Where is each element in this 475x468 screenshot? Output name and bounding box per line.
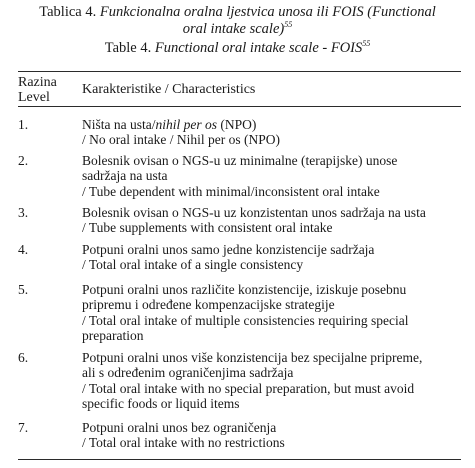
row-text-line (82, 297, 462, 312)
table-top-rule (18, 71, 461, 72)
row-characteristics (82, 117, 462, 148)
caption-ref-hr: 55 (284, 20, 293, 30)
row-text: preparation (82, 328, 144, 344)
row-text-line (82, 396, 462, 411)
row-text-line (82, 381, 462, 396)
row-characteristics (82, 205, 462, 236)
header-level (18, 75, 57, 105)
row-text-line (82, 313, 462, 328)
caption-title-en: Functional oral intake scale - FOIS (154, 40, 363, 56)
table-bottom-rule (18, 459, 461, 460)
row-text: ali s određenim ograničenjima sadržaja (82, 365, 294, 381)
row-characteristics (82, 420, 462, 451)
row-text-line (82, 220, 462, 235)
row-text-line (82, 132, 462, 147)
row-text: / Tube supplements with consistent oral intake (82, 220, 333, 236)
row-text-line (82, 365, 462, 380)
row-level: 1. (18, 117, 29, 132)
row-text: / Total oral intake of multiple consistencies requiring special (82, 312, 409, 328)
caption-prefix-en: Table 4. (104, 40, 155, 56)
row-text-line (82, 420, 462, 435)
row-text: / Total oral intake of a single consistency (82, 257, 304, 273)
table-header-rule (18, 106, 461, 107)
row-text: sadržaja na usta (82, 168, 168, 184)
row-text: Bolesnik ovisan o NGS-u uz konzistentan unos sadržaja na usta (82, 205, 426, 220)
row-text-line (82, 328, 462, 343)
row-level: 4. (18, 242, 29, 257)
row-level: 5. (18, 282, 29, 297)
header-characteristics: Karakteristike / Characteristics (82, 82, 256, 97)
row-text: (NPO) (217, 117, 257, 132)
row-text: Potpuni oralni unos samo jedne konzistencije sadržaja (82, 242, 375, 257)
row-text: Potpuni oralni unos više konzistencija bez specijalne pripreme, (82, 350, 423, 365)
caption-ref-en: 55 (362, 39, 371, 49)
row-text: specific foods or liquid items (82, 396, 240, 412)
header-level-hr: Razina (18, 75, 57, 90)
row-level: 6. (18, 350, 29, 365)
caption-prefix-hr: Tablica 4. (39, 4, 100, 20)
row-text: / Total oral intake with no restrictions (82, 435, 285, 451)
caption-line-english (0, 40, 475, 57)
row-text: Ništa na usta/ (82, 117, 156, 132)
row-text-line (82, 153, 462, 168)
row-characteristics (82, 242, 462, 273)
caption-title-hr-2: oral intake scale) (182, 21, 285, 37)
row-text: Potpuni oralni unos različite konzistencije, iziskuje posebnu (82, 282, 407, 297)
row-level: 7. (18, 420, 29, 435)
caption-title-hr-1: Funkcionalna oralna ljestvica unosa ili FOIS (Functional (99, 4, 436, 20)
caption-line-croatian-1 (0, 4, 475, 21)
row-text-line (82, 435, 462, 450)
row-characteristics (82, 282, 462, 344)
header-level-en: Level (18, 90, 50, 105)
row-text-line (82, 282, 462, 297)
row-text: Bolesnik ovisan o NGS-u uz minimalne (terapijske) unose (82, 153, 398, 168)
row-text: / No oral intake / Nihil per os (NPO) (82, 132, 280, 148)
row-level: 3. (18, 205, 29, 220)
row-level: 2. (18, 153, 29, 168)
row-text-italic: nihil per os (155, 117, 218, 132)
row-text: Potpuni oralni unos bez ograničenja (82, 420, 277, 435)
row-text: / Total oral intake with no special preparation, but must avoid (82, 380, 415, 396)
row-text: pripremu i određene kompenzacijske strategije (82, 297, 335, 313)
row-text: / Tube dependent with minimal/inconsistent oral intake (82, 183, 380, 199)
row-text-line (82, 242, 462, 257)
row-text-line (82, 168, 462, 183)
row-characteristics (82, 350, 462, 412)
caption-line-croatian-2 (0, 21, 475, 38)
row-text-line (82, 350, 462, 365)
row-text-line (82, 184, 462, 199)
row-text-line (82, 205, 462, 220)
row-text-line (82, 257, 462, 272)
row-characteristics (82, 153, 462, 199)
table-caption (0, 4, 475, 57)
row-text-line (82, 117, 462, 132)
